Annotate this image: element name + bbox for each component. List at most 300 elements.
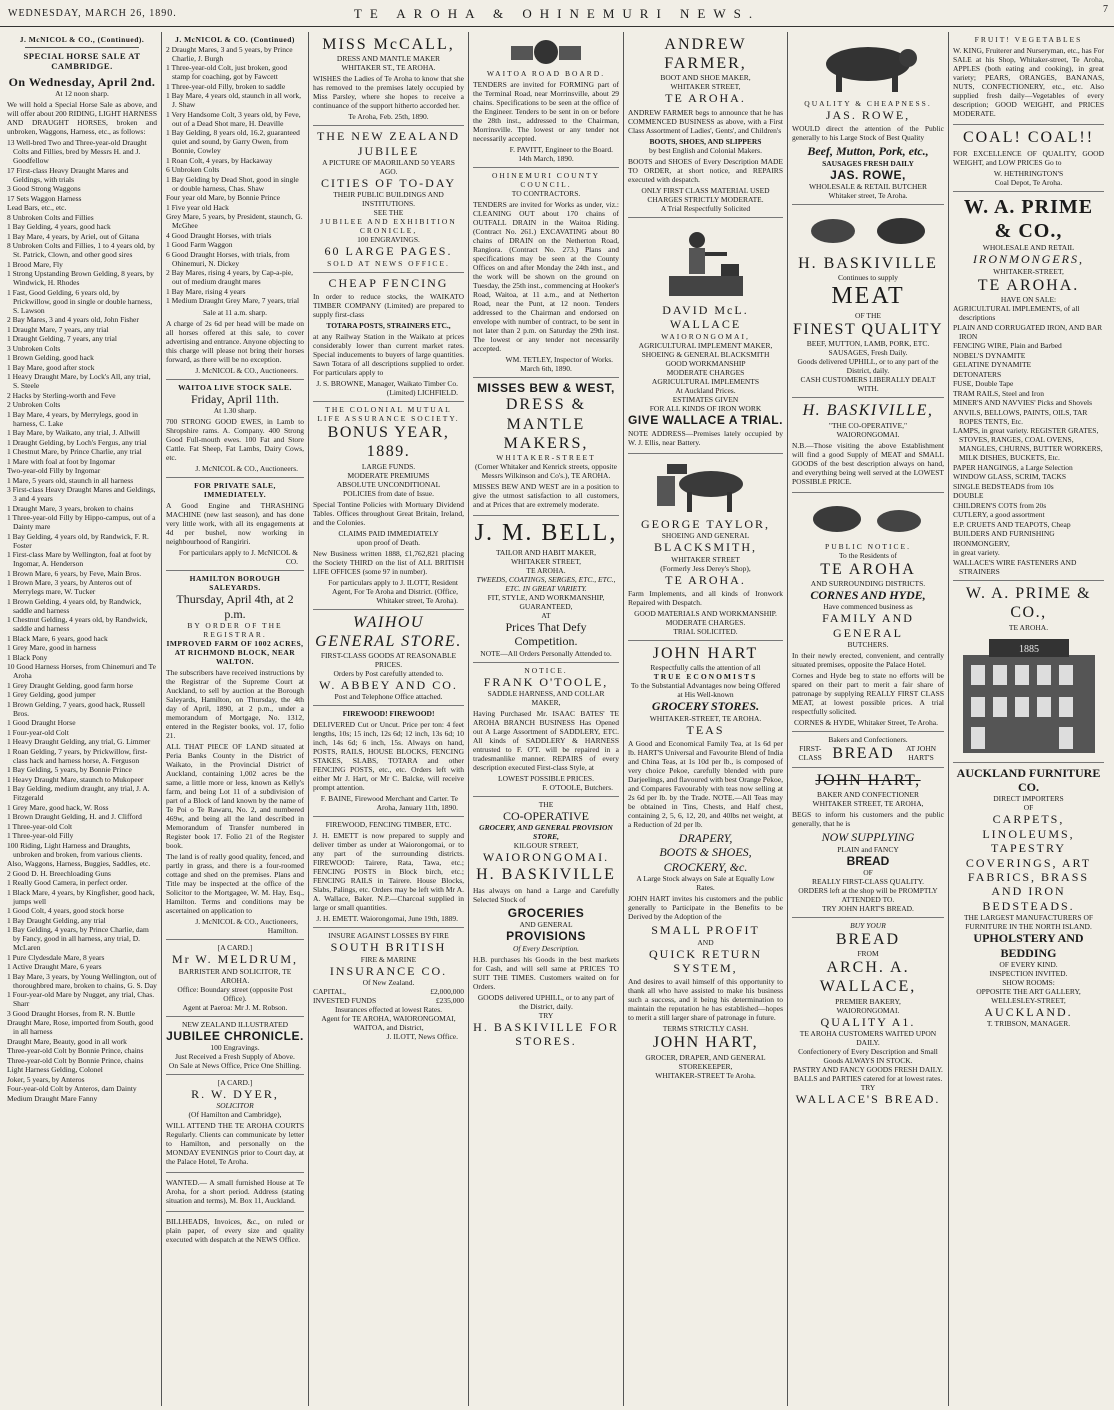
card-label: [A CARD.]: [217, 943, 253, 953]
ad-body: Have commenced business as: [823, 602, 913, 612]
lot-item: Four year old Mare, by Bonnie Prince: [166, 193, 280, 202]
lot-item: 1 Roan Gelding, 7 years, by Prickwillow, first-class hack and harness horse, A. Ferguson: [7, 746, 148, 765]
lot-item: 2 Hacks by Sterling-worth and Feve: [7, 390, 116, 400]
auckland-furniture-ad: [953, 763, 1104, 1033]
product-item: NOBEL'S DYNAMITE: [953, 350, 1026, 360]
card-body: WILL ATTEND THE TE AROHA COURTS Regularly. Clients can communicate by letter to Hamilton, and personally on the MONDAY EVENINGS prior to Court day, at the Palace Hotel, Te Aroha.: [166, 1121, 304, 1167]
lot-item: 1 Brown Mare, 6 years, by Feve, Main Bros.: [7, 568, 142, 578]
lot-item: 1 Bay Draught Gelding, any trial: [7, 915, 106, 925]
card-name: R. W. DYER,: [191, 1086, 279, 1101]
ad-body: Special Tontine Policies with Mortuary Dividend Tables. Offices throughout Great Britain, Ireland, and the Colonies.: [313, 499, 464, 527]
ad-body: W. KING, Fruiterer and Nurseryman, etc., has For SALE at his Shop, Whitaker-street, Te Aroha, APPLES (both eating and cooking), in great variety; PEARS, ORANGES, BANANAS, NUTS, CONFECTIONERY, etc., etc. Also supplied fresh daily—Vegetables of every description; GOOD WEIGHT, and PRICES MODERATE.: [953, 46, 1104, 118]
lot-item: 1 Chestnut Gelding, 4 years old, by Randwick, saddle and harness: [7, 615, 148, 634]
ad-signature: H. BASKIVILLE FOR STORES.: [473, 1019, 619, 1049]
ad-title: FOR PRIVATE SALE, IMMEDIATELY.: [194, 481, 276, 500]
ad-try: TRY JOHN HART'S BREAD.: [822, 904, 914, 914]
lot-item: Draught Mare, Rose, imported from South, good in all harness: [7, 1018, 154, 1037]
groceries-label: GROCERIES: [507, 905, 585, 920]
cooperative-ad: [473, 797, 619, 1053]
ad-material: ONLY FIRST CLASS MATERIAL USED: [641, 185, 770, 195]
lot-item: 1 Bay Mare, 4 years, by Ariel, out of Gitana: [7, 231, 140, 241]
business-address: Whitaker street, Te Aroha.: [828, 191, 908, 201]
ad-delivery: GOODS delivered UPHILL, or to any part of the District, daily.: [477, 992, 615, 1011]
lot-item: 13 Well-bred Two and Three-year-old Draught Colts and Fillies, bred by Messrs H. and J. Goodfellow: [7, 138, 147, 166]
ad-every: OF EVERY KIND.: [999, 959, 1058, 969]
ad-prices: LOWEST POSSIBLE PRICES.: [498, 773, 594, 783]
lot-item: 1 Chestnut Mare, by Prince Charlie, any trial: [7, 447, 142, 457]
ad-of: OF: [863, 868, 873, 878]
waitoa-road-board-ad: [473, 32, 619, 168]
product-item: CUTLERY, a good assortment: [953, 510, 1045, 520]
sale-time: Sale at 11 a.m. sharp.: [202, 308, 268, 317]
ad-orders: ORDERS left at the shop will be PROMPTLY ATTENDED TO.: [798, 886, 938, 905]
baskiville-meat-ad: [792, 205, 944, 398]
business-name: DAVID McL. WALLACE: [662, 302, 749, 332]
ad-body-2: H.B. purchases his Goods in the best markets for Cash, and will sell same at PRICES TO SUIT THE TIMES. Customers waited on for Orders.: [473, 954, 619, 991]
card-agent: Agent at Paeroa: Mr J. M. Robson.: [182, 1002, 288, 1012]
business-town: WAIORONGOMAI.: [836, 429, 900, 439]
ad-sold: SOLD AT NEWS OFFICE.: [327, 258, 450, 268]
ad-economists: TRUE ECONOMISTS: [653, 672, 758, 682]
business-address: WHITAKER ST., TE AROHA.: [341, 63, 436, 73]
business-street: WHITAKER STREET,: [510, 556, 582, 566]
ad-drapery: DRAPERY,: [678, 831, 733, 846]
farm-body-2: ALL THAT PIECE OF LAND situated at Peria Banks County in the District of Waikato, in the Provincial District of Auckland, containing 1,002 acres be the same, a little more or less, known as Kelly's farm, and being Lot 11 of a subdivision of part of a Block of land known by the name of Te Poi o Te Rawaru, No. 2, and numbered 469w, and being all the land described in Memorandum of Transfer numbered in Register book 17. Folio 21 of the Register book.: [166, 742, 304, 851]
product-item: TRAM RAILS, Steel and Iron: [953, 388, 1045, 398]
lot-item: 1 Bay Mare, rising 4 years: [166, 286, 246, 296]
lot-item: Two-year-old Filly by Ingomar: [7, 466, 101, 476]
business-trade: SHOEING AND GENERAL: [661, 531, 750, 541]
ad-body: WOULD direct the attention of the Public generally to his Large Stock of Best Quality: [792, 124, 944, 143]
ad-rates: Insurances effected at lowest Rates.: [334, 1005, 443, 1015]
business-name: CORNES AND HYDE,: [810, 587, 926, 602]
bread-ad: [792, 732, 944, 768]
lot-item: 1 Mare, 5 years old, staunch in all harness: [7, 475, 134, 485]
ad-body: FIRST-CLASS GOODS AT REASONABLE PRICES.: [320, 650, 457, 669]
business-trade: DRESS & MANTLE MAKERS,: [503, 396, 589, 452]
ad-agent: Agent for TE AROHA, WAIORONGOMAI, WAITOA, and District,: [321, 1014, 456, 1033]
business-street: WHITAKER-STREET,: [993, 266, 1064, 276]
lot-item: 1 Brown Gelding, good hack: [7, 353, 94, 363]
ad-makers: by best English and Colonial Makers.: [649, 145, 762, 155]
ad-items: TOTARA POSTS, STRAINERS ETC.,: [326, 321, 451, 331]
card-role: BARRISTER AND SOLICITOR, TE AROHA.: [178, 966, 292, 985]
bread-word: BREAD: [832, 744, 895, 762]
dyer-card: [166, 1075, 304, 1173]
ad-signature-2: GROCER, DRAPER, AND GENERAL STOREKEEPER,: [645, 1052, 766, 1071]
ad-plain: PLAIN and FANCY: [837, 844, 899, 854]
ad-implements: AGRICULTURAL IMPLEMENTS: [651, 376, 760, 386]
lot-item: Draught Mare, Beauty, good in all work: [7, 1036, 127, 1046]
every-description: Of Every Description.: [512, 943, 580, 953]
ad-body-2: To the Substantial Advantages now being Offered at His Well-known: [630, 681, 781, 700]
ad-body: MISSES BEW AND WEST are in a position to give the utmost satisfaction to all customers, and at Prices that are extremely moderate.: [473, 481, 619, 509]
cornes-hyde-ad: [792, 493, 944, 732]
lot-item: 1 Heavy Draught Gelding, any trial, G. Limmer: [7, 737, 151, 747]
column-4: [469, 32, 624, 1406]
ad-sausages: SAUSAGES FRESH DAILY: [822, 158, 914, 168]
ad-title: THE NEW ZEALAND JUBILEE: [316, 129, 461, 158]
ad-signature: WM. TETLEY, Inspector of Works.: [505, 355, 613, 364]
lot-item: 2 Draught Mares, 3 and 5 years, by Prince Charlie, J. Burgh: [166, 44, 293, 63]
business-name: H. BASKIVILLE: [476, 865, 616, 883]
notice-sub: AND SURROUNDING DISTRICTS.: [810, 578, 926, 588]
wanted-ad: [166, 1173, 304, 1212]
taylor-smith-ad: [628, 454, 783, 641]
bread-first: FIRST-CLASS: [798, 744, 822, 763]
product-item: IRONMONGERY,: [953, 538, 1010, 548]
buy-from: FROM: [857, 949, 879, 959]
business-trade: AGRICULTURAL IMPLEMENT MAKER,: [638, 340, 773, 350]
emett-timber-ad: [313, 817, 464, 928]
ad-inspect: INSPECTION INVITED.: [989, 968, 1068, 978]
ad-cash: CASH CUSTOMERS LIBERALLY DEALT WITH.: [800, 375, 936, 394]
ad-body: J. H. EMETT is now prepared to supply and deliver timber as under at Waiorongomai, or to any part of the surrounding districts. FIREWOOD: Tairere, Rata, Tawa, etc.; FENCING POSTS in Block birch, etc.; FENCING RAILS in Tairere. House Blocks, Slabs, Palings, etc. Orders may be left with Mr A. A. Wallace, Baker. N.P.—Charcoal supplied in large or small quantities.: [313, 831, 464, 913]
coat-of-arms-icon: [501, 38, 591, 66]
lot-item: 1 Three-year-old Colt: [7, 821, 73, 831]
business-trade: WHOLESALE AND RETAIL: [982, 243, 1075, 253]
lot-item: 1 Brown Gelding, 4 years old, by Randwick, saddle and harness: [7, 596, 142, 615]
ad-invite: JOHN HART invites his customers and the public generally to Participate in the Benefits to be Derived by the Adoption of the: [628, 894, 783, 922]
building-illustration: [959, 635, 1099, 755]
lot-item: 1 Bay Gelding, medium draught, any trial, J. A. Fitzgerald: [7, 784, 150, 803]
lot-item: 1 Four-year-old Colt: [7, 727, 69, 737]
business-name: JOHN HART,: [815, 772, 921, 790]
ad-upholstery: UPHOLSTERY AND BEDDING: [973, 931, 1084, 960]
private-sale-ad: [166, 478, 304, 571]
lot-item: 2 Bay Mares, 3 and 4 years old, John Fisher: [7, 315, 139, 325]
ad-family: FAMILY AND GENERAL: [822, 611, 914, 640]
ad-proof: upon proof of Death.: [357, 537, 420, 547]
sale-title: SPECIAL HORSE SALE AT CAMBRIDGE.: [23, 51, 141, 72]
business-name: AUCKLAND FURNITURE CO.: [956, 765, 1101, 795]
notice-title: NOTICE.: [524, 665, 568, 675]
lot-item: 2 Good D. H. Breechloading Guns: [7, 868, 111, 878]
lot-item: Lead Bars, etc., etc.: [7, 203, 67, 213]
card-name: Mr W. MELDRUM,: [171, 952, 298, 967]
notice-town: TE AROHA: [820, 560, 916, 578]
business-trade: SADDLE HARNESS, AND COLLAR MAKER,: [487, 688, 605, 707]
ad-cities-sub: THEIR PUBLIC BUILDINGS AND INSTITUTIONS.: [333, 190, 444, 209]
lot-item: 4 Good Draught Horses, with trials: [166, 230, 272, 240]
ad-body: DELIVERED Cut or Uncut. Price per ton: 4 feet lengths, 10s; 15 inch, 12s 6d; 12 inch, 13s 6d; 10 inch, 14s 6d; 6 inch, 15s. Always on hand, POSTS, RAILS, HOUSE BLOCKS, FENCING STAKES, SLABS, TOTARA and other FENCING POSTS, etc., etc. Orders left with either Mr J. Hart, or Mr C. Balcke, will receive prompt attention.: [313, 720, 464, 793]
lot-item: 1 Black Pony: [7, 652, 48, 662]
ad-meat: MEAT: [831, 283, 905, 310]
lot-item: 17 Sets Waggon Harness: [7, 193, 82, 203]
ad-meat: Beef, Mutton, Pork, etc.,: [807, 144, 929, 159]
sale-intro: We will hold a Special Horse Sale as above, and will offer about 200 RIDING, LIGHT HARNESS AND DRAUGHT HORSES, broken and unbroken, Waggons, Harness, etc., as follows:: [7, 100, 157, 137]
business-former: (Formerly Jess Derey's Shop),: [660, 563, 751, 573]
ox-illustration: [808, 38, 928, 96]
mccall-ad: [313, 32, 464, 126]
column-2: [162, 32, 309, 1406]
ad-post: Post and Telephone Office attached.: [334, 692, 443, 702]
horse-illustration: [651, 460, 761, 514]
ad-body-3: And desires to avail himself of this opportunity to thank all who have assisted to make his business such a success, and it being his determination to maintain the reputation he has established—hopes to merit a still larger share of patronage in future.: [628, 977, 783, 1023]
auctioneers: J. McNICOL & CO., Auctioneers.: [195, 366, 298, 375]
ad-date: March 6th, 1890.: [520, 364, 572, 373]
ad-funds: LARGE FUNDS.: [361, 461, 416, 471]
business-name: W. HETHRINGTON'S: [993, 169, 1064, 179]
business-smith: SHOEING & GENERAL BLACKSMITH: [641, 349, 770, 359]
ad-terms: TERMS STRICTLY CASH.: [662, 1024, 749, 1034]
lot-item: Three-year-old Colt by Bonnie Prince, chains: [7, 1055, 144, 1065]
ad-prices: Prices That Defy Competition.: [505, 619, 587, 649]
column-5: [624, 32, 788, 1406]
lot-item: 2 Unbroken Colts: [7, 400, 61, 410]
product-item: LAMPS, in great variety. REGISTER GRATES, STOVES, RANGES, COAL OVENS, MANGLES, CHURNS, BUTTER WORKERS, MILK DISHES, BUCKETS, Etc.: [953, 426, 1103, 463]
ad-heading: J. McNICOL & CO. (Continued): [175, 35, 295, 44]
ad-body: In order to reduce stocks, the WAIKATO TIMBER COMPANY (Limited) are prepared to supply first-class: [313, 292, 464, 320]
product-item: PAPER HANGINGS, a Large Selection: [953, 462, 1073, 472]
product-item: WALLACE'S WIRE FASTENERS AND STRAINERS: [953, 557, 1077, 576]
business-name: ANDREW FARMER,: [664, 36, 747, 73]
ad-signature: WALLACE'S BREAD.: [795, 1092, 941, 1106]
business-trade: DRESS AND MANTLE MAKER: [336, 54, 441, 64]
business-address: Coal Depot, Te Aroha.: [994, 178, 1063, 188]
business-name: FRANK O'TOOLE,: [483, 674, 609, 689]
coop-address: KILGOUR STREET,: [513, 841, 579, 851]
ad-street: WELLESLEY-STREET,: [991, 995, 1066, 1005]
ad-exhibition: JUBILEE AND EXHIBITION CRONICLE,: [320, 217, 457, 236]
lot-item: 1 Heavy Draught Mare, staunch to Mukopeer: [7, 774, 144, 784]
lot-item: 100 Riding, Light Harness and Draughts, unbroken and broken, from various clients.: [7, 840, 143, 859]
ad-title: THE COLONIAL MUTUAL LIFE ASSURANCE SOCIETY.: [317, 405, 460, 424]
ad-signature: For particulars apply to J. ILOTT, Resident Agent, For Te Aroha and District. (Office, Whitaker street, Te Aroha).: [328, 577, 458, 605]
ad-title: FIREWOOD, FENCING TIMBER, ETC.: [325, 820, 452, 830]
ad-address: WHITAKER-STREET, TE AROHA.: [649, 713, 762, 723]
ad-title: NEW ZEALAND ILLUSTRATED: [181, 1019, 289, 1029]
bell-tailor-ad: [473, 516, 619, 663]
ad-body: 700 STRONG GOOD EWES, in Lamb to Shropshire rams. A. Company. 400 Strong Good Full-mouth ewes. 100 Fat and Store Cattle. Fat Sheep, Fat Lambs, Dairy Cows, etc.: [166, 417, 304, 463]
business-name: MISSES BEW & WEST,: [477, 381, 615, 395]
quality-banner: QUALITY & CHEAPNESS.: [804, 99, 932, 108]
lot-list: [7, 138, 157, 1103]
ad-and: AND: [697, 937, 714, 947]
business-name: MISS McCALL,: [322, 36, 455, 53]
sheep-and-bull-illustration: [803, 211, 933, 251]
jubilee-name: JUBILEE CHRONICLE.: [166, 1028, 304, 1043]
ad-try: TRY: [860, 1083, 876, 1092]
business-name-big: W. A. PRIME & CO.,: [965, 585, 1092, 622]
ad-estimates: ESTIMATES GIVEN: [672, 394, 739, 404]
hamilton-saleyards-ad: [166, 571, 304, 940]
business-town: TE AROHA.: [665, 572, 746, 587]
ad-body: TENDERS are invited for Works as under, viz.: CLEANING OUT about 170 chains of OUTFALL DRAIN in the Waitoa Riding. (Contract No. 261.) EXCAVATING about 80 chains of DRAIN on the Netherton Road, Rangiora. (Contract No. 273.) Plans and specifications may be seen at the County Offices on and after Monday the 24th inst., and the work will be shown on the ground on Tuesday, the 25th inst., commencing at Hooker's Road, Waitoa, at 11 a.m., and at Netherton Road, near the Punt, at 12 noon. Tenders addressed to the Chairman and endorsed on envelope with number of contract, to be sent in not later than 2 p.m. on Saturday the 29th inst. The lowest or any tender not necessarily accepted.: [473, 200, 619, 353]
product-item: DETONATERS: [953, 369, 1002, 379]
lot-item: 1 Brood Mare, Fly: [7, 259, 63, 269]
ad-absolute: ABSOLUTE UNCONDITIONAL: [336, 479, 441, 489]
company-name: SOUTH BRITISH: [330, 940, 447, 955]
company-sub: FIRE & MARINE: [360, 954, 417, 964]
ad-header: INSURE AGAINST LOSSES BY FIRE: [328, 931, 449, 941]
ad-moderate: MODERATE CHARGES: [666, 367, 745, 377]
ad-title: FIREWOOD! FIREWOOD!: [342, 709, 435, 719]
capital-value: £2,000,000: [430, 987, 464, 997]
ad-signature: F. PAVITT, Engineer to the Board.: [509, 145, 613, 154]
business-name-big: JAS. ROWE,: [830, 167, 906, 182]
horse-sale-continued: [166, 32, 304, 380]
ad-quick-return: QUICK RETURN SYSTEM,: [649, 946, 762, 976]
ad-body-2: Orders by Post carefully attended to.: [333, 668, 444, 678]
wanted-body: WANTED.— A small furnished House at Te Aroha, for a short period. Address (stating situation and terms), M. Box 11, Auckland.: [166, 1178, 304, 1206]
lot-item: 1 Roan Colt, 4 years, by Hackaway: [166, 155, 273, 165]
coop-sub: GROCERY, AND GENERAL PROVISION STORE,: [479, 823, 613, 842]
ad-title: WAITOA LIVE STOCK SALE.: [178, 383, 292, 392]
ad-body: Farm Implements, and all kinds of Ironwork Repaired with Despatch.: [628, 589, 783, 608]
lot-item: 10 Good Harness Horses, from Chinemuri and Te Aroha: [7, 662, 156, 681]
ad-body: TENDERS are invited for FORMING part of the Terminal Road, near Morrinsville, about 29 chains. Specifications to be seen at the office of the Engineer. Tenders to be sent in on or before the 28th inst., addressed to the Chairman, Morrinsville. The lowest or any tender not necessarily accepted.: [473, 80, 619, 143]
ad-bread: BREAD: [846, 853, 890, 868]
ad-title: HAMILTON BOROUGH SALEYARDS.: [189, 574, 281, 593]
coal-ad: [953, 125, 1104, 192]
ad-bonus: BONUS YEAR, 1889.: [327, 424, 450, 461]
have-on-sale: HAVE ON SALE:: [1000, 294, 1057, 304]
lot-item: 1 Draught Mare, 3 years, broken to chains: [7, 503, 134, 513]
nz-jubilee-ad: [313, 126, 464, 273]
newspaper-title: TE AROHA & OHINEMURI NEWS.: [353, 6, 761, 21]
ad-signature-3: WHITAKER-STREET Te Aroha.: [655, 1070, 756, 1080]
lot-item: 1 Bay Mare, good after stock: [7, 362, 95, 372]
rowe-butcher-ad: [792, 32, 944, 205]
ad-continues: Continues to supply: [837, 273, 898, 283]
ad-cities: CITIES OF TO-DAY: [320, 175, 457, 190]
lot-item: 1 Grey Gelding, good jumper: [7, 690, 96, 700]
jubilee-chronicle-ad: [166, 1017, 304, 1075]
prime-ironmongers-ad: [953, 192, 1104, 581]
ad-pastry: PASTRY AND FANCY GOODS FRESH DAILY.: [793, 1065, 943, 1074]
ad-body-2: In their newly erected, convenient, and centrally situated premises, opposite the Palace Hotel.: [792, 650, 944, 669]
business-town: WAIORONGOMAI,: [661, 331, 750, 341]
ad-signature: F. BAINE, Firewood Merchant and Carter. Te Aroha, January 11th, 1890.: [320, 794, 458, 813]
ad-prices: At Auckland Prices.: [675, 385, 736, 395]
jubilee-body: Just Received a Fresh Supply of Above.: [175, 1051, 295, 1061]
ad-trial: A Trial Respectfully Solicited: [660, 203, 751, 213]
ad-title: WAIHOU GENERAL STORE.: [315, 613, 462, 650]
business-name: J. M. BELL,: [474, 519, 618, 546]
farm-title: IMPROVED FARM OF 1002 ACRES, AT RICHMOND BLOCK, NEAR WALTON.: [166, 639, 304, 667]
ad-note: NOTE—All Orders Personally Attended to.: [480, 648, 612, 658]
card-from: (Of Hamilton and Cambridge),: [188, 1110, 282, 1120]
lot-item: 1 Draught Gelding, 7 years, any trial: [7, 334, 117, 344]
ad-signature: JOHN HART,: [652, 1034, 759, 1052]
ad-order: BY ORDER OF THE REGISTRAR.: [187, 621, 283, 640]
hart-baker-ad: [792, 768, 944, 918]
lot-item: 1 Black Mare, 6 years, good hack: [7, 633, 108, 643]
lot-item: 1 First-class Mare by Wellington, foal at foot by Ingomar, A. Henderson: [7, 550, 152, 569]
ad-delivery: Goods delivered UPHILL, or to any part of the District, daily.: [797, 357, 939, 376]
ad-signature: For particulars apply to J. McNICOL & CO.: [178, 548, 298, 567]
lot-item: 1 Bay Mare, 4 years old, staunch in all work, J. Shaw: [166, 91, 301, 109]
horse-sale-ad: [7, 32, 157, 1107]
ad-see: SEE THE: [373, 208, 404, 218]
ad-policies: POLICIES from date of Issue.: [342, 488, 435, 498]
lot-item: 1 Bay Gelding, 4 years, good hack: [7, 222, 111, 232]
lot-item: 17 First-class Heavy Draught Mares and Geldings, with trials: [7, 165, 129, 184]
ad-list: BEEF, MUTTON, LAMB, PORK, ETC. SAUSAGES, Fresh Daily.: [806, 339, 930, 358]
king-fruit-ad: [953, 32, 1104, 125]
farm-body: The subscribers have received instructions by the Registrar of the Supreme Court at Auckland, to sell by auction at the Borough Saleyards, Hamilton, on Thursday, the 4th day of April, 1890, at 2 p.m., under a memorandum of Mortgage, No. 1312, entered in the Register books, vol. 17, folio 21.: [166, 668, 304, 741]
ad-sub: A PICTURE OF MAORILAND 50 YEARS AGO.: [322, 157, 455, 176]
ad-small-profit: SMALL PROFIT: [651, 923, 760, 938]
provisions-label: PROVISIONS: [506, 929, 586, 944]
ad-signature: J. H. EMETT. Waiorongomai, June 19th, 1889.: [316, 914, 458, 924]
product-item: CHILDREN'S COTS from 20s: [953, 500, 1047, 510]
coop-the: THE: [538, 799, 554, 809]
ad-title: COAL! COAL!!: [962, 129, 1095, 146]
ad-engravings: 100 ENGRAVINGS.: [357, 235, 420, 245]
lot-item: 1 Bay Gelding, 4 years old, by Randwick, F. R. Foster: [7, 531, 149, 550]
product-item: GELATINE DYNAMITE: [953, 360, 1032, 370]
capital-label: CAPITAL,: [313, 987, 346, 997]
product-item: FUSE, Double Tape: [953, 379, 1014, 389]
bakers-label: Bakers and Confectioners.: [828, 734, 908, 744]
ad-at: AT: [541, 610, 551, 620]
ad-heading: J. McNICOL & CO., (Continued).: [19, 35, 145, 44]
ad-body-3: Cornes and Hyde beg to state no efforts will be spared on their part to merit a fair share of patronage by supplying REALLY FIRST CLASS MEAT, at lowest possible prices. A trial respectfully solicited.: [792, 670, 944, 716]
product-item: FENCING WIRE, Plain and Barbed: [953, 341, 1062, 351]
ad-try: TRY: [538, 1010, 554, 1020]
lot-item: 1 Fast, Good Gelding, 6 years old, by Prickwillow, good in single or double harness, S. Lawson: [7, 287, 153, 315]
business-address: (Corner Whitaker and Kenrick streets, opposite Messrs Wilkinson and Co's.), TE AROHA.: [475, 461, 617, 480]
lot-item: 1 Three-year-old Colt, just broken, good stamp for coaching, got by Fawcett: [166, 63, 288, 81]
lot-item: 3 Unbroken Colts: [7, 343, 61, 353]
business-town: TE AROHA.: [526, 565, 566, 575]
direct-importers: DIRECT IMPORTERS: [993, 794, 1064, 804]
buy-label: BUY YOUR: [850, 921, 886, 931]
notice-to: To the Residents of: [838, 550, 897, 560]
ad-charges: CHARGES STRICTLY MODERATE.: [647, 194, 764, 204]
business-trade: TAILOR AND HABIT MAKER,: [495, 547, 597, 557]
business-street: WHITAKER STREET: [671, 554, 740, 564]
lot-item: Three-year-old Colt by Bonnie Prince, chains: [7, 1046, 144, 1056]
ad-opposite: OPPOSITE THE ART GALLERY,: [976, 986, 1081, 996]
ad-date: Thursday, April 4th, at 2 p.m.: [176, 592, 294, 621]
ad-goods: TWEEDS, COATINGS, SERGES, ETC., ETC., ETC. IN GREAT VARIETY.: [476, 574, 616, 593]
product-item: WINDOW GLASS, SCRIM, TACKS: [953, 472, 1067, 482]
lot-item: 2 Bay Mares, rising 4 years, by Cap-a-pie, out of medium draught mares: [166, 268, 294, 286]
firewood-ad: [313, 706, 464, 817]
ad-finest: FINEST QUALITY: [792, 321, 944, 339]
lot-item: 1 Mare with foal at foot by Ingomar: [7, 456, 116, 466]
business-trade: WHOLESALE & RETAIL BUTCHER: [808, 182, 928, 192]
coop-town: WAIORONGOMAI.: [482, 850, 610, 865]
wallace-smith-ad: [628, 218, 783, 454]
bew-west-ad: [473, 378, 619, 516]
ad-good: GOOD WORKMANSHIP: [665, 358, 746, 368]
lot-item: 1 Four-year-old Mare by Nugget, any trial, Chas. Sharr: [7, 990, 155, 1009]
lot-item: 1 Really Good Camera, in perfect order.: [7, 878, 128, 888]
business-town-big: TE AROHA.: [1008, 622, 1049, 632]
business-trade: BOOT AND SHOE MAKER,: [660, 73, 751, 83]
business-name: JOHN HART: [652, 645, 759, 663]
column-6: [788, 32, 949, 1406]
farm-body-3: The land is of really good quality, fenced, and partly in grass, and there is a four-roomed cottage and shed on the premises. Plans and Title may be inspected at the office of the Solicitor to the Mortgagee, W. M. Hay, Esq., Hamilton. Terms and conditions may be ascertained on application to: [166, 852, 304, 916]
ad-body: Respectfully calls the attention of all: [650, 663, 761, 673]
ad-give: GIVE WALLACE A TRIAL.: [628, 412, 783, 427]
ad-premiums: MODERATE PREMIUMS: [347, 470, 430, 480]
lot-item: 1 Grey Mare, good in harness: [7, 643, 97, 653]
business-street: WHITAKER-STREET: [496, 452, 596, 462]
business-trade: BAKER AND CONFECTIONER: [816, 790, 920, 800]
lot-item: 1 Bay Mare, 4 years, by Merrylegs, good in harness, C. Lake: [7, 409, 139, 428]
ad-balls: BALLS and PARTIES catered for at lowest rates.: [793, 1074, 943, 1083]
funds-value: £235,000: [435, 996, 464, 1006]
lot-item: 1 Bay Gelding, 4 years, by Prince Charlie, dam by Fancy, good in all harness, any trial, D. McLaren: [7, 925, 149, 953]
lot-item: 1 Bay Gelding by Dead Shot, good in single or double harness, Chas. Shaw: [166, 174, 299, 193]
ad-grocery: GROCERY STORES.: [651, 699, 760, 714]
business-town: WAIORONGOMAI.: [836, 1005, 900, 1015]
